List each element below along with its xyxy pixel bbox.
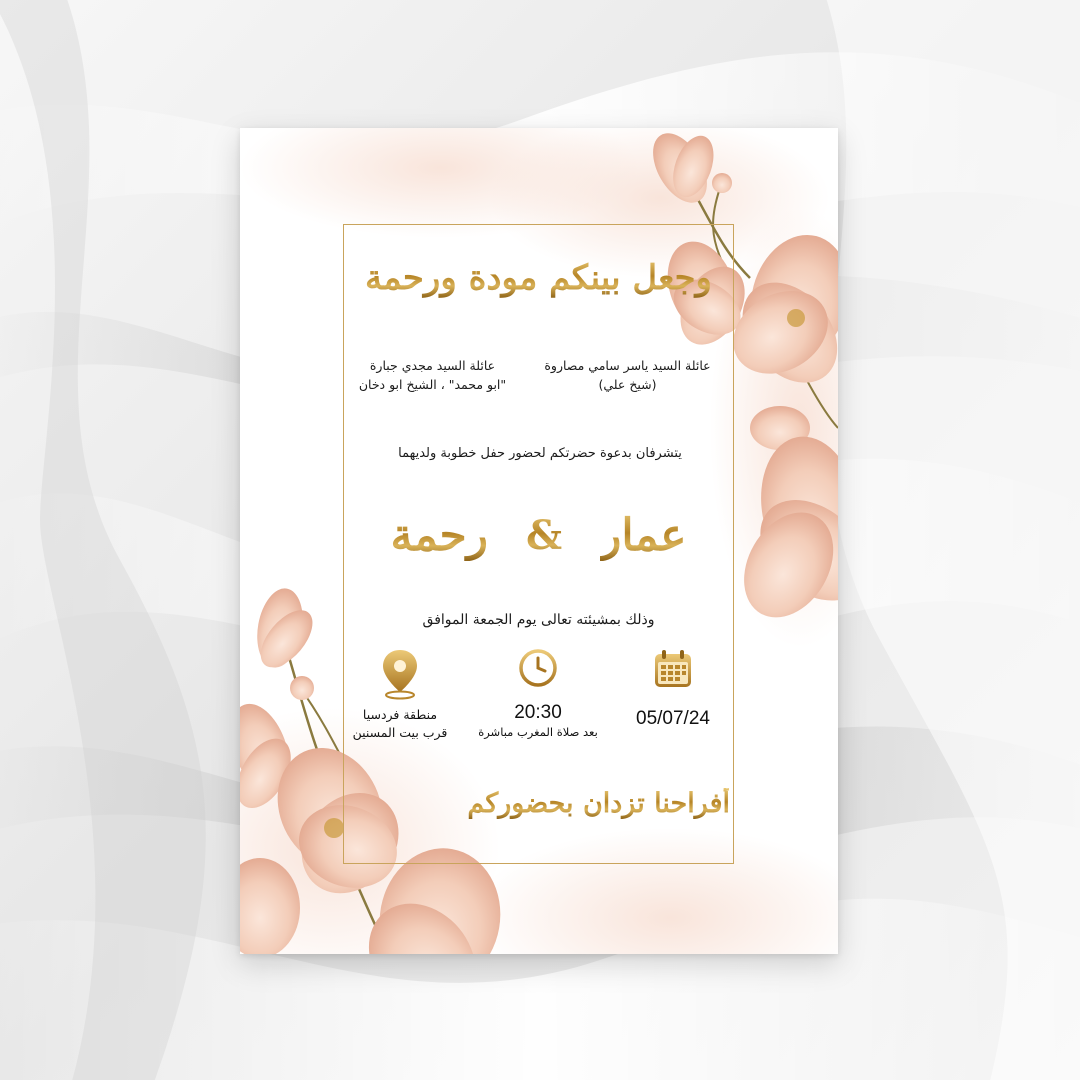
event-date [603, 648, 743, 730]
ampersand: & [526, 512, 563, 559]
calendar-icon [652, 648, 694, 690]
invitation-message: يتشرفان بدعوة حضرتكم لحضور حفل خطوبة ولديهما [398, 446, 682, 461]
clock-icon [518, 648, 558, 688]
event-date-value: 05/07/24 [636, 708, 710, 729]
family-left-line1: عائلة السيد مجدي جبارة [369, 358, 496, 373]
family-left-line2: "ابو محمد" ، الشيخ ابو دخان [358, 377, 507, 392]
event-location-line1: منطقة فردسيا [362, 707, 438, 722]
invitation-card [240, 128, 838, 954]
event-location [330, 648, 470, 742]
couple-names [343, 510, 734, 561]
family-right-line2: (شيخ علي) [598, 377, 657, 392]
bride-name: رحمة [390, 510, 488, 561]
event-time-note: بعد صلاة المغرب مباشرة [478, 725, 598, 739]
event-location-line2: قرب بيت المسنين [352, 725, 448, 740]
family-right [540, 356, 715, 394]
quran-verse-heading: وجعل بينكم مودة ورحمة [343, 258, 734, 298]
event-time-value: 20:30 [514, 702, 562, 723]
event-time [468, 648, 608, 740]
family-left [345, 356, 520, 394]
location-pin-icon [380, 648, 420, 700]
family-right-line1: عائلة السيد ياسر سامي مصاروة [544, 358, 711, 373]
groom-name: عمار [600, 510, 687, 561]
closing-phrase: أفراحنا تزدان بحضوركم [390, 788, 730, 819]
date-intro-text: وذلك بمشيئته تعالى يوم الجمعة الموافق [422, 612, 655, 628]
